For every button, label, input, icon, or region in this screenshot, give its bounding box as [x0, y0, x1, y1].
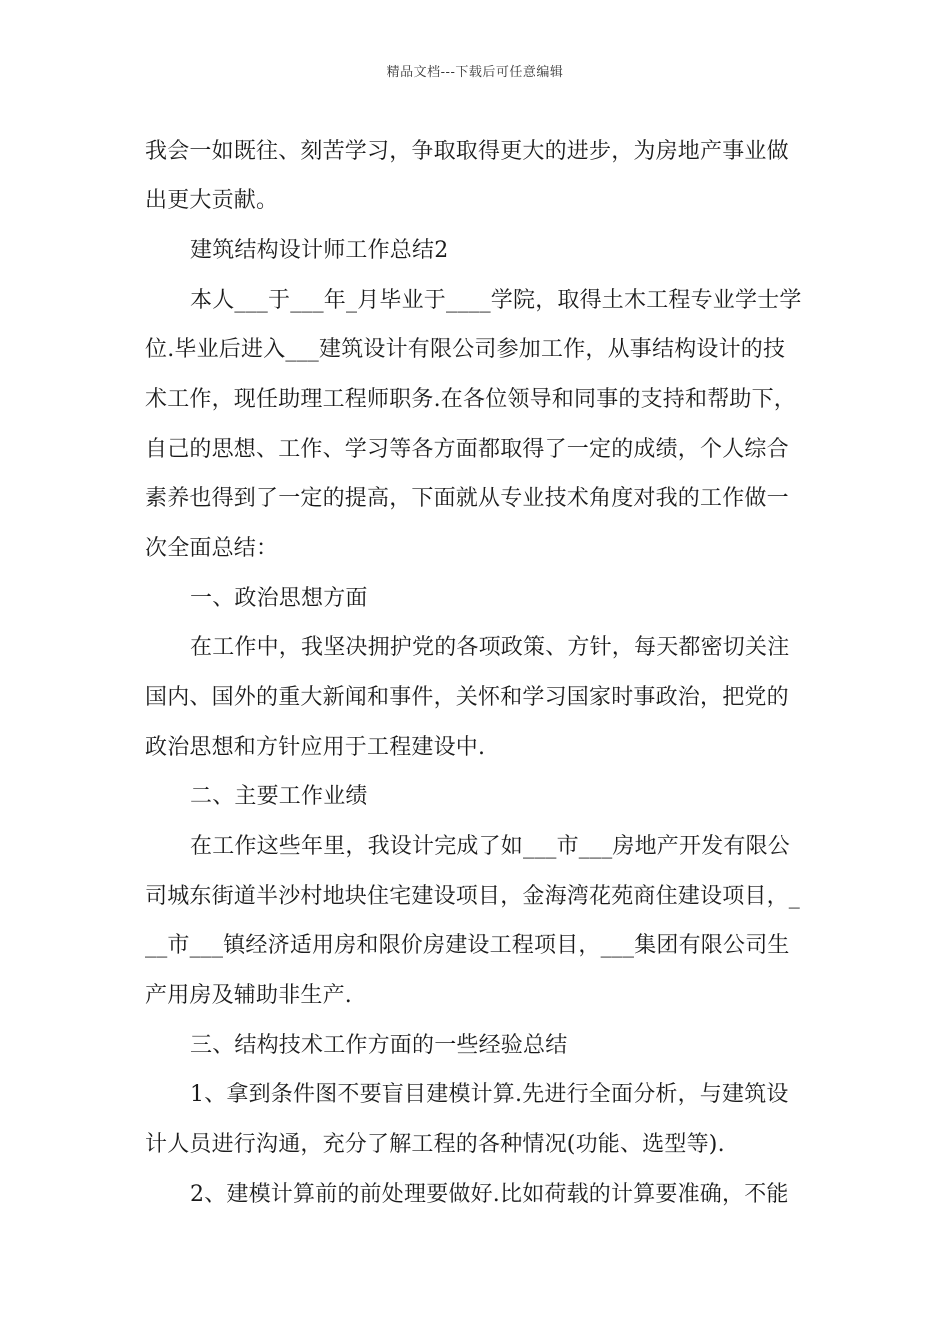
paragraph-line: 次全面总结：: [145, 536, 279, 561]
paragraph-line: 我会一如既往、刻苦学习，争取取得更大的进步，为房地产事业做: [145, 139, 789, 164]
paragraph-line: 2、建模计算前的前处理要做好.比如荷载的计算要准确，不能: [190, 1182, 789, 1207]
heading-experience: 三、结构技术工作方面的一些经验总结: [190, 1033, 568, 1058]
heading-achievements: 二、主要工作业绩: [190, 784, 368, 809]
paragraph-line: 国内、国外的重大新闻和事件，关怀和学习国家时事政治，把党的: [145, 685, 789, 710]
section-title: 建筑结构设计师工作总结2: [190, 238, 449, 263]
paragraph-line: 政治思想和方针应用于工程建设中.: [145, 735, 486, 760]
paragraph-line: 司城东街道半沙村地块住宅建设项目，金海湾花苑商住建设项目，_: [145, 884, 801, 909]
heading-politics: 一、政治思想方面: [190, 586, 368, 611]
paragraph-line: 素养也得到了一定的提高，下面就从专业技术角度对我的工作做一: [145, 486, 789, 511]
paragraph-line: 在工作中，我坚决拥护党的各项政策、方针，每天都密切关注: [190, 635, 790, 660]
paragraph-line: 计人员进行沟通，充分了解工程的各种情况(功能、选型等).: [145, 1132, 725, 1157]
paragraph-line: 位.毕业后进入___建筑设计有限公司参加工作，从事结构设计的技: [145, 337, 786, 362]
paragraph-line: __市___镇经济适用房和限价房建设工程项目，___集团有限公司生: [145, 933, 790, 958]
paragraph-line: 术工作，现任助理工程师职务.在各位领导和同事的支持和帮助下，: [145, 387, 796, 412]
paragraph-line: 出更大贡献。: [145, 188, 279, 213]
paragraph-line: 产用房及辅助非生产.: [145, 983, 352, 1008]
paragraph-line: 自己的思想、工作、学习等各方面都取得了一定的成绩，个人综合: [145, 437, 789, 462]
paragraph-line: 本人___于___年_月毕业于____学院，取得土木工程专业学士学: [190, 288, 802, 313]
paragraph-line: 在工作这些年里，我设计完成了如___市___房地产开发有限公: [190, 834, 791, 859]
paragraph-line: 1、拿到条件图不要盲目建模计算.先进行全面分析，与建筑设: [190, 1082, 789, 1107]
page-header: 精品文档---下载后可任意编辑: [386, 65, 564, 80]
